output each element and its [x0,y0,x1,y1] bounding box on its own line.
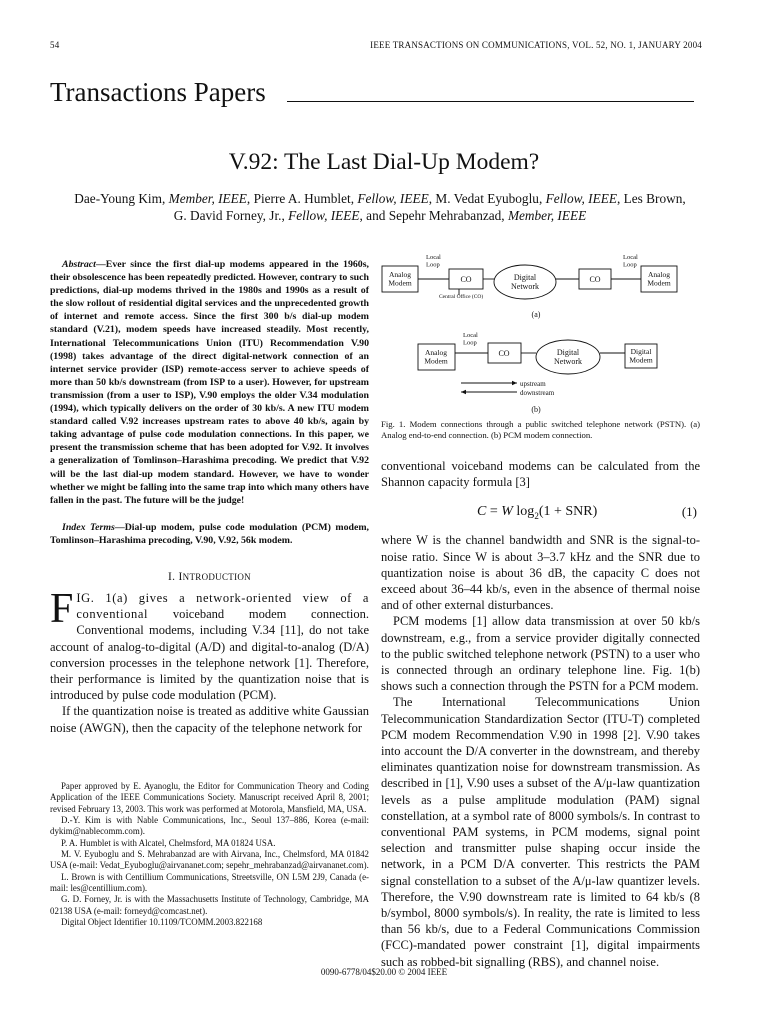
shannon-formula: C = W $\log_2(1 + SNR)$ [477,504,598,522]
author-role: Fellow, IEEE [357,191,429,206]
footnote: G. D. Forney, Jr. is with the Massachusetts Institute of Technology, Cambridge, MA 02138 USA (e-mail: forneyd@comcast.net). [50,894,369,916]
section-title-rule [287,101,694,102]
author-role: Member, IEEE [168,191,247,206]
figure-caption: Fig. 1. Modem connections through a public switched telephone network (PSTN). (a) Analog end-to-end connection. (b) PCM modem connection. [381,419,700,440]
abstract [50,258,369,507]
equation-number: (1) [681,504,697,520]
analog-modem-label: Analog Modem [424,348,448,366]
footnotes [50,781,369,928]
index-terms-text: —Dial-up modem, pulse code modulation (PCM) modem, Tomlinson–Harashima precoding, V.90, V.92, 56k modem. [50,521,370,546]
paragraph-continued: conventional voiceband modems can be calculated from the Shannon capacity formula [3] [381,459,700,490]
index-terms-label: Index Terms [62,521,115,533]
paragraph-capacity: where W is the channel bandwidth and SNR is the signal-to-noise ratio. Since W is about 3–3.7 kHz and the SNR due to quantization noise is about 36 dB, the capacity C does not exceed about 36–44 kb/s, even in the absence of thermal noise and of other external disturbances. [381,533,700,613]
footnote: M. V. Eyuboglu and S. Mehrabanzad are with Airvana, Inc., Chelmsford, MA 01842 USA (e-mail: Vedat_Eyuboglu@airvananet.com; sepehr_mehrabanzad@airvananet.com). [50,849,369,871]
author-name: M. Vedat Eyuboglu [435,191,539,206]
intro-paragraph-1-text: voiceband modem connection. Conventional modems, including V.34 [11], do not take account of analog-to-digital (A/D) and digital-to-analog (D/A) conversion processes in the telephone network [1]. Therefore, their performance is limited by the quantization noise that is introduced by pulse code modulation (PCM). [50,607,370,703]
author-role: Member, IEEE [507,208,587,223]
index-terms [50,521,369,547]
paragraph-pcm-modems: PCM modems [1] allow data transmission at over 50 kb/s downstream, e.g., from a service provider digitally connected to the public switched telephone network (PSTN) to a user who is connected through an ordinary telephone line. Fig. 1(b) shows such a connection through the PSTN for a PCM modem. [381,614,700,694]
upstream-label: upstream [520,380,546,388]
author-name: Dae-Young Kim [74,191,162,206]
footnote: L. Brown is with Centillium Communications, Streetsville, ON L5M 2J9, Canada (e-mail: les@centillium.com). [50,871,369,894]
digital-modem-label: Digital Modem [629,347,653,365]
subfigure-label-a: (a) [531,310,541,319]
section-heading-introduction [50,571,369,583]
drop-cap: F [50,585,74,632]
intro-paragraph-1 [50,585,370,703]
abstract-label: Abstract [62,259,96,270]
figure-1-diagram [381,252,700,417]
section-heading-initial: I [178,570,183,583]
author-list: Dae-Young Kim, Member, IEEE, Pierre A. Humblet, Fellow, IEEE, M. Vedat Eyuboglu, Fellow, IEEE, Les Brown, G. David Forney, Jr., Fellow, IEEE, and Sepehr Mehrabanzad, Member, IEEE [74,191,686,223]
local-loop-label: Local Loop [426,254,441,269]
intro-paragraph-2: If the quantization noise is treated as additive white Gaussian noise (AWGN), then the capacity of the telephone network for [50,704,369,735]
footnote: D.-Y. Kim is with Nable Communications, Inc., Seoul 137–886, Korea (e-mail: dykim@nablecomm.com). [50,815,369,837]
copyright-line: 0090-6778/04$20.00 © 2004 IEEE [320,967,448,977]
subfigure-label-b: (b) [531,405,541,414]
drop-cap-rest: IG. 1(a) gives a network-oriented view of a conventional [76,590,369,622]
author-name: Pierre A. Humblet [253,191,351,206]
digital-network-label: Digital Network [554,348,582,367]
co-label: CO [460,275,472,284]
section-title: Transactions Papers [50,77,266,107]
section-heading-rest: NTRODUCTION [182,571,251,582]
local-loop-label: Local Loop [623,254,638,269]
arrowhead-right [512,381,517,385]
footnote: Paper approved by E. Ayanoglu, the Editor for Communication Theory and Coding Application of the IEEE Communications Society. Manuscript received April 8, 2001; revised February 13, 2003. This work was performed at Motorola, Mansfield, MA, USA. [50,781,369,814]
co-label: CO [498,349,510,358]
author-name: Sepehr Mehrabanzad [388,208,502,223]
downstream-label: downstream [520,389,555,397]
journal-header: IEEE TRANSACTIONS ON COMMUNICATIONS, VOL. 52, NO. 1, JANUARY 2004 [370,40,702,50]
local-loop-label: Local Loop [463,332,478,347]
footnote-doi: Digital Object Identifier 10.1109/TCOMM.2003.822168 [61,917,263,928]
analog-modem-label: Analog Modem [647,270,671,288]
equation-1 [381,498,700,528]
right-column [381,252,700,970]
left-column [50,258,369,736]
author-name: Les Brown [623,191,683,206]
abstract-text: —Ever since the first dial-up modems appeared in the 1960s, their obsolescence has been repeatedly predicted. However, contrary to such predictions, dial-up modems thrived in the 1980s and 1990s as a result of the slow rollout of residential digital services and the unprecedented growth of internet and remote access. Since the first 300 b/s dial-up modem standard (V.21), modem speeds have increased steadily. Most recently, International Telecommunications Union (ITU) Recommendation V.90 (1998) takes advantage of the direct digital-network connection of an internet service provider (ISP) remote-access server to achieve speeds of more than 50 kb/s downstream (from ISP to a user). However, for upstream transmission (from a user to ISP), V.90 employs the older V.34 modulation (1994), which typically delivers on the order of 30 kb/s. A new ITU modem standard called V.92 increases upstream rates to above 40 kb/s, again by taking advantage of pulse code modulation connections. In this paper, we present the transmission scheme that has been adopted for V.92. It involves a generalization of Tomlinson–Harashima precoding. We predict that V.92 will be the last dial-up modem standard. However, we have to wonder whether we might be falling into the same trap into which many others have fallen in the past. The future will be the judge! [50,259,369,506]
figure-1 [381,252,700,417]
author-role: Fellow, IEEE [288,208,360,223]
co-label: CO [589,275,601,284]
arrowhead-left [461,390,466,394]
section-number: I. [168,570,176,583]
footnote: P. A. Humblet is with Alcatel, Chelmsford, MA 01824 USA. [61,837,276,848]
paragraph-itu-v90: The International Telecommunications Union Telecommunication Standardization Sector (ITU-T) completed PCM modem Recommendation V.90 in 1998 [2]. V.90 takes into account the D/A converter in the downstream, and thereby eliminates quantization noise for downstream transmission. As described in [1], V.90 uses a subset of the A/μ-law quantization levels as a pulse amplitude modulation (PAM) signal constellation, at a symbol rate of 8000 symbols/s. In contrast to conventional PAM systems, in PCM modems, signal point selection and transmitter pulse shaping occur inside the network, in a PCM D/A converter. This restricts the PAM signal constellation to a subset of the A/μ-law quantizer levels. Therefore, the V.90 downstream rate is limited to 64 kb/s (8 b/symbol, 8000 symbols/s). In reality, the rate is limited to less than 56 kb/s, due to a Federal Communications Commission (FCC)-mandated power constraint [1], digital impairments such as robbed-bit signalling (RBS), and channel noise. [381,695,700,969]
analog-modem-label: Analog Modem [388,270,412,288]
author-role: Fellow, IEEE [545,191,617,206]
digital-network-label: Digital Network [511,273,539,292]
central-office-label: Central Office (CO) [439,294,484,300]
page-number: 54 [50,40,60,50]
author-name: G. David Forney, Jr. [173,208,282,223]
paper-title: V.92: The Last Dial-Up Modem? [228,149,540,175]
